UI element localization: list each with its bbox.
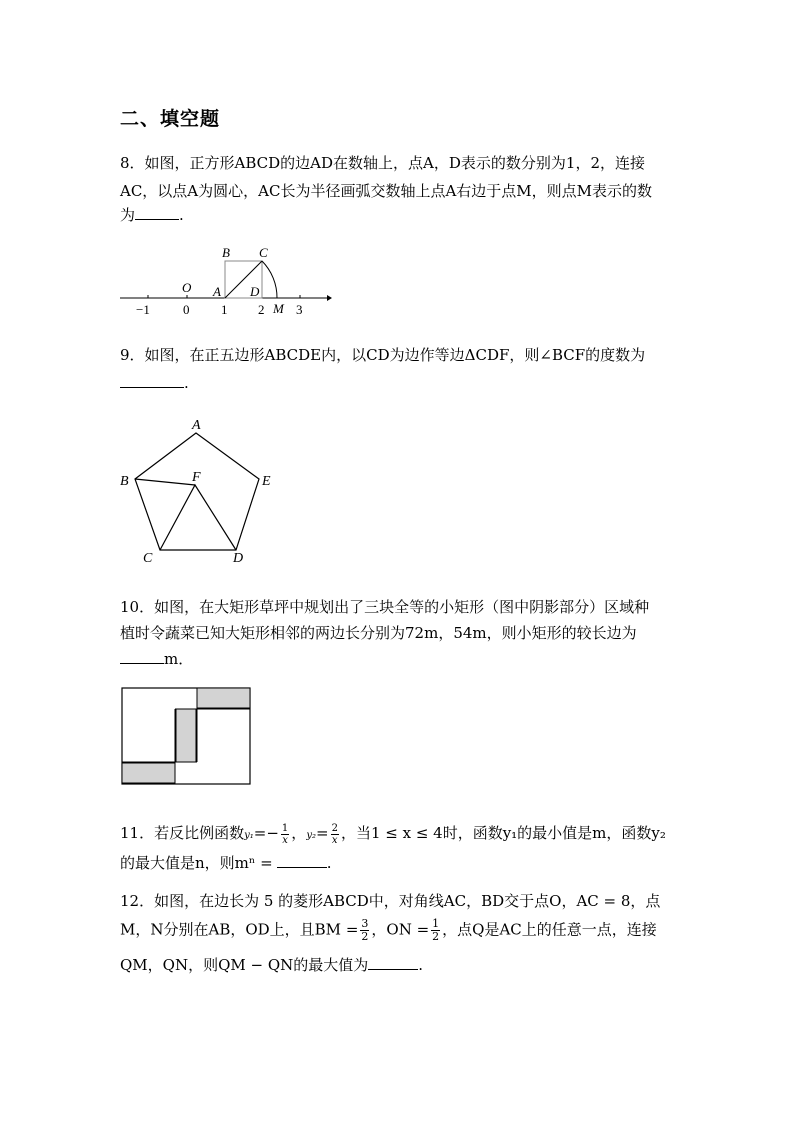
arc-cm (262, 261, 277, 298)
tick-label-1: 1 (221, 302, 228, 317)
label-a: A (192, 418, 201, 433)
q8-line1: 8．如图，正方形ABCD的边AD在数轴上，点A，D表示的数分别为1，2，连接 (120, 154, 645, 172)
q11-eq2: = (315, 824, 329, 842)
label-o: O (182, 280, 192, 295)
q12-line2 (120, 918, 657, 948)
q12-fraction-bm (360, 918, 369, 943)
label-e: E (262, 474, 271, 489)
tick-label-3: 3 (296, 302, 303, 317)
q10-line1: 10．如图，在大矩形草坪中规划出了三块全等的小矩形（图中阴影部分）区域种 (120, 598, 650, 616)
q12-l2-prefix: M，N分别在AB，OD上，且BM = (120, 920, 359, 939)
triangle-cdf (160, 485, 236, 550)
q8-line2: AC，以点A为圆心，AC长为半径画弧交数轴上点A右边于点M，则点M表示的数 (120, 182, 653, 200)
segment-bf (135, 479, 195, 485)
pentagon-abcde (135, 433, 259, 550)
q11-f2-num: 2 (331, 822, 338, 834)
q12-line3 (120, 954, 423, 976)
shaded-rectangle-top (197, 688, 250, 708)
q11-eq1: = (253, 824, 267, 842)
label-c: C (143, 551, 153, 566)
q10-line2: 植时令蔬菜已知大矩形相邻的两边长分别为72m，54m，则小矩形的较长边为 (120, 624, 637, 642)
label-b: B (120, 474, 129, 489)
label-d: D (233, 551, 244, 566)
label-b: B (222, 245, 230, 260)
q11-answer-blank[interactable] (277, 853, 327, 868)
q12-on-den: 2 (432, 930, 440, 943)
label-d: D (250, 284, 260, 299)
q12-on-num: 1 (432, 917, 440, 930)
q8-number-line-figure (115, 240, 340, 320)
q10-line3-suffix: m． (164, 650, 194, 668)
q10-rectangles-figure (118, 684, 258, 789)
tick-label-neg1: −1 (136, 302, 150, 317)
shaded-rectangle-bottom (122, 763, 175, 783)
q11-y1-label: y₁ (244, 830, 254, 841)
q12-bm-den: 2 (361, 930, 369, 943)
q10-answer-blank[interactable] (120, 649, 164, 664)
q8-answer-blank[interactable] (135, 205, 179, 220)
q11-line2 (120, 852, 332, 874)
label-f: F (192, 470, 201, 485)
q11-minus: − (266, 824, 279, 842)
q9-pentagon-figure (115, 414, 285, 569)
q8-line3-suffix: . (179, 206, 184, 224)
q11-f1-num: 1 (281, 822, 289, 834)
q12-line1: 12．如图，在边长为 5 的菱形ABCD中，对角线AC，BD交于点O，AC = 8，点 (120, 892, 661, 910)
q11-comma: ， (291, 824, 307, 842)
q12-line3-prefix: QM，QN，则QM − QN的最大值为 (120, 956, 369, 974)
q11-f2-den: x (331, 834, 338, 846)
q12-l2-mid: ，ON = (371, 920, 430, 939)
q11-mid: ，当1 ≤ x ≤ 4时，函数y₁的最小值是m，函数y₂ (340, 824, 666, 842)
q9-line2-suffix: . (184, 374, 189, 392)
tick-label-2: 2 (258, 302, 265, 317)
q9-answer-blank[interactable] (120, 373, 184, 388)
q8-line3 (120, 204, 184, 226)
q9-line2 (120, 372, 189, 394)
q11-f1-den: x (282, 834, 288, 846)
q11-line1 (120, 822, 666, 852)
q11-y2-label: y₂ (306, 830, 316, 841)
q12-answer-blank[interactable] (368, 955, 418, 970)
q8-line3-prefix: 为 (120, 206, 136, 224)
q11-prefix: 11．若反比例函数 (120, 824, 245, 842)
q11-line2-suffix: . (326, 854, 332, 872)
section-title: 二、填空题 (120, 108, 221, 130)
q11-fraction-2 (331, 823, 339, 846)
q11-line2-prefix: 的最大值是n，则mⁿ = (120, 854, 273, 872)
q12-bm-num: 3 (361, 917, 369, 930)
label-a: A (213, 284, 221, 299)
q10-line3 (120, 648, 193, 670)
shaded-rectangle-middle (176, 709, 196, 762)
q9-line1: 9．如图，在正五边形ABCDE内，以CD为边作等边ΔCDF，则∠BCF的度数为 (120, 346, 646, 364)
label-m: M (273, 301, 284, 316)
q12-line3-suffix: . (418, 956, 424, 974)
tick-label-0: 0 (183, 302, 190, 317)
q12-l2-suffix: ，点Q是AC上的任意一点，连接 (442, 920, 657, 939)
axis-arrow-icon (327, 295, 332, 301)
label-c: C (259, 245, 268, 260)
q12-fraction-on (431, 918, 440, 943)
q11-fraction-1 (281, 823, 289, 846)
